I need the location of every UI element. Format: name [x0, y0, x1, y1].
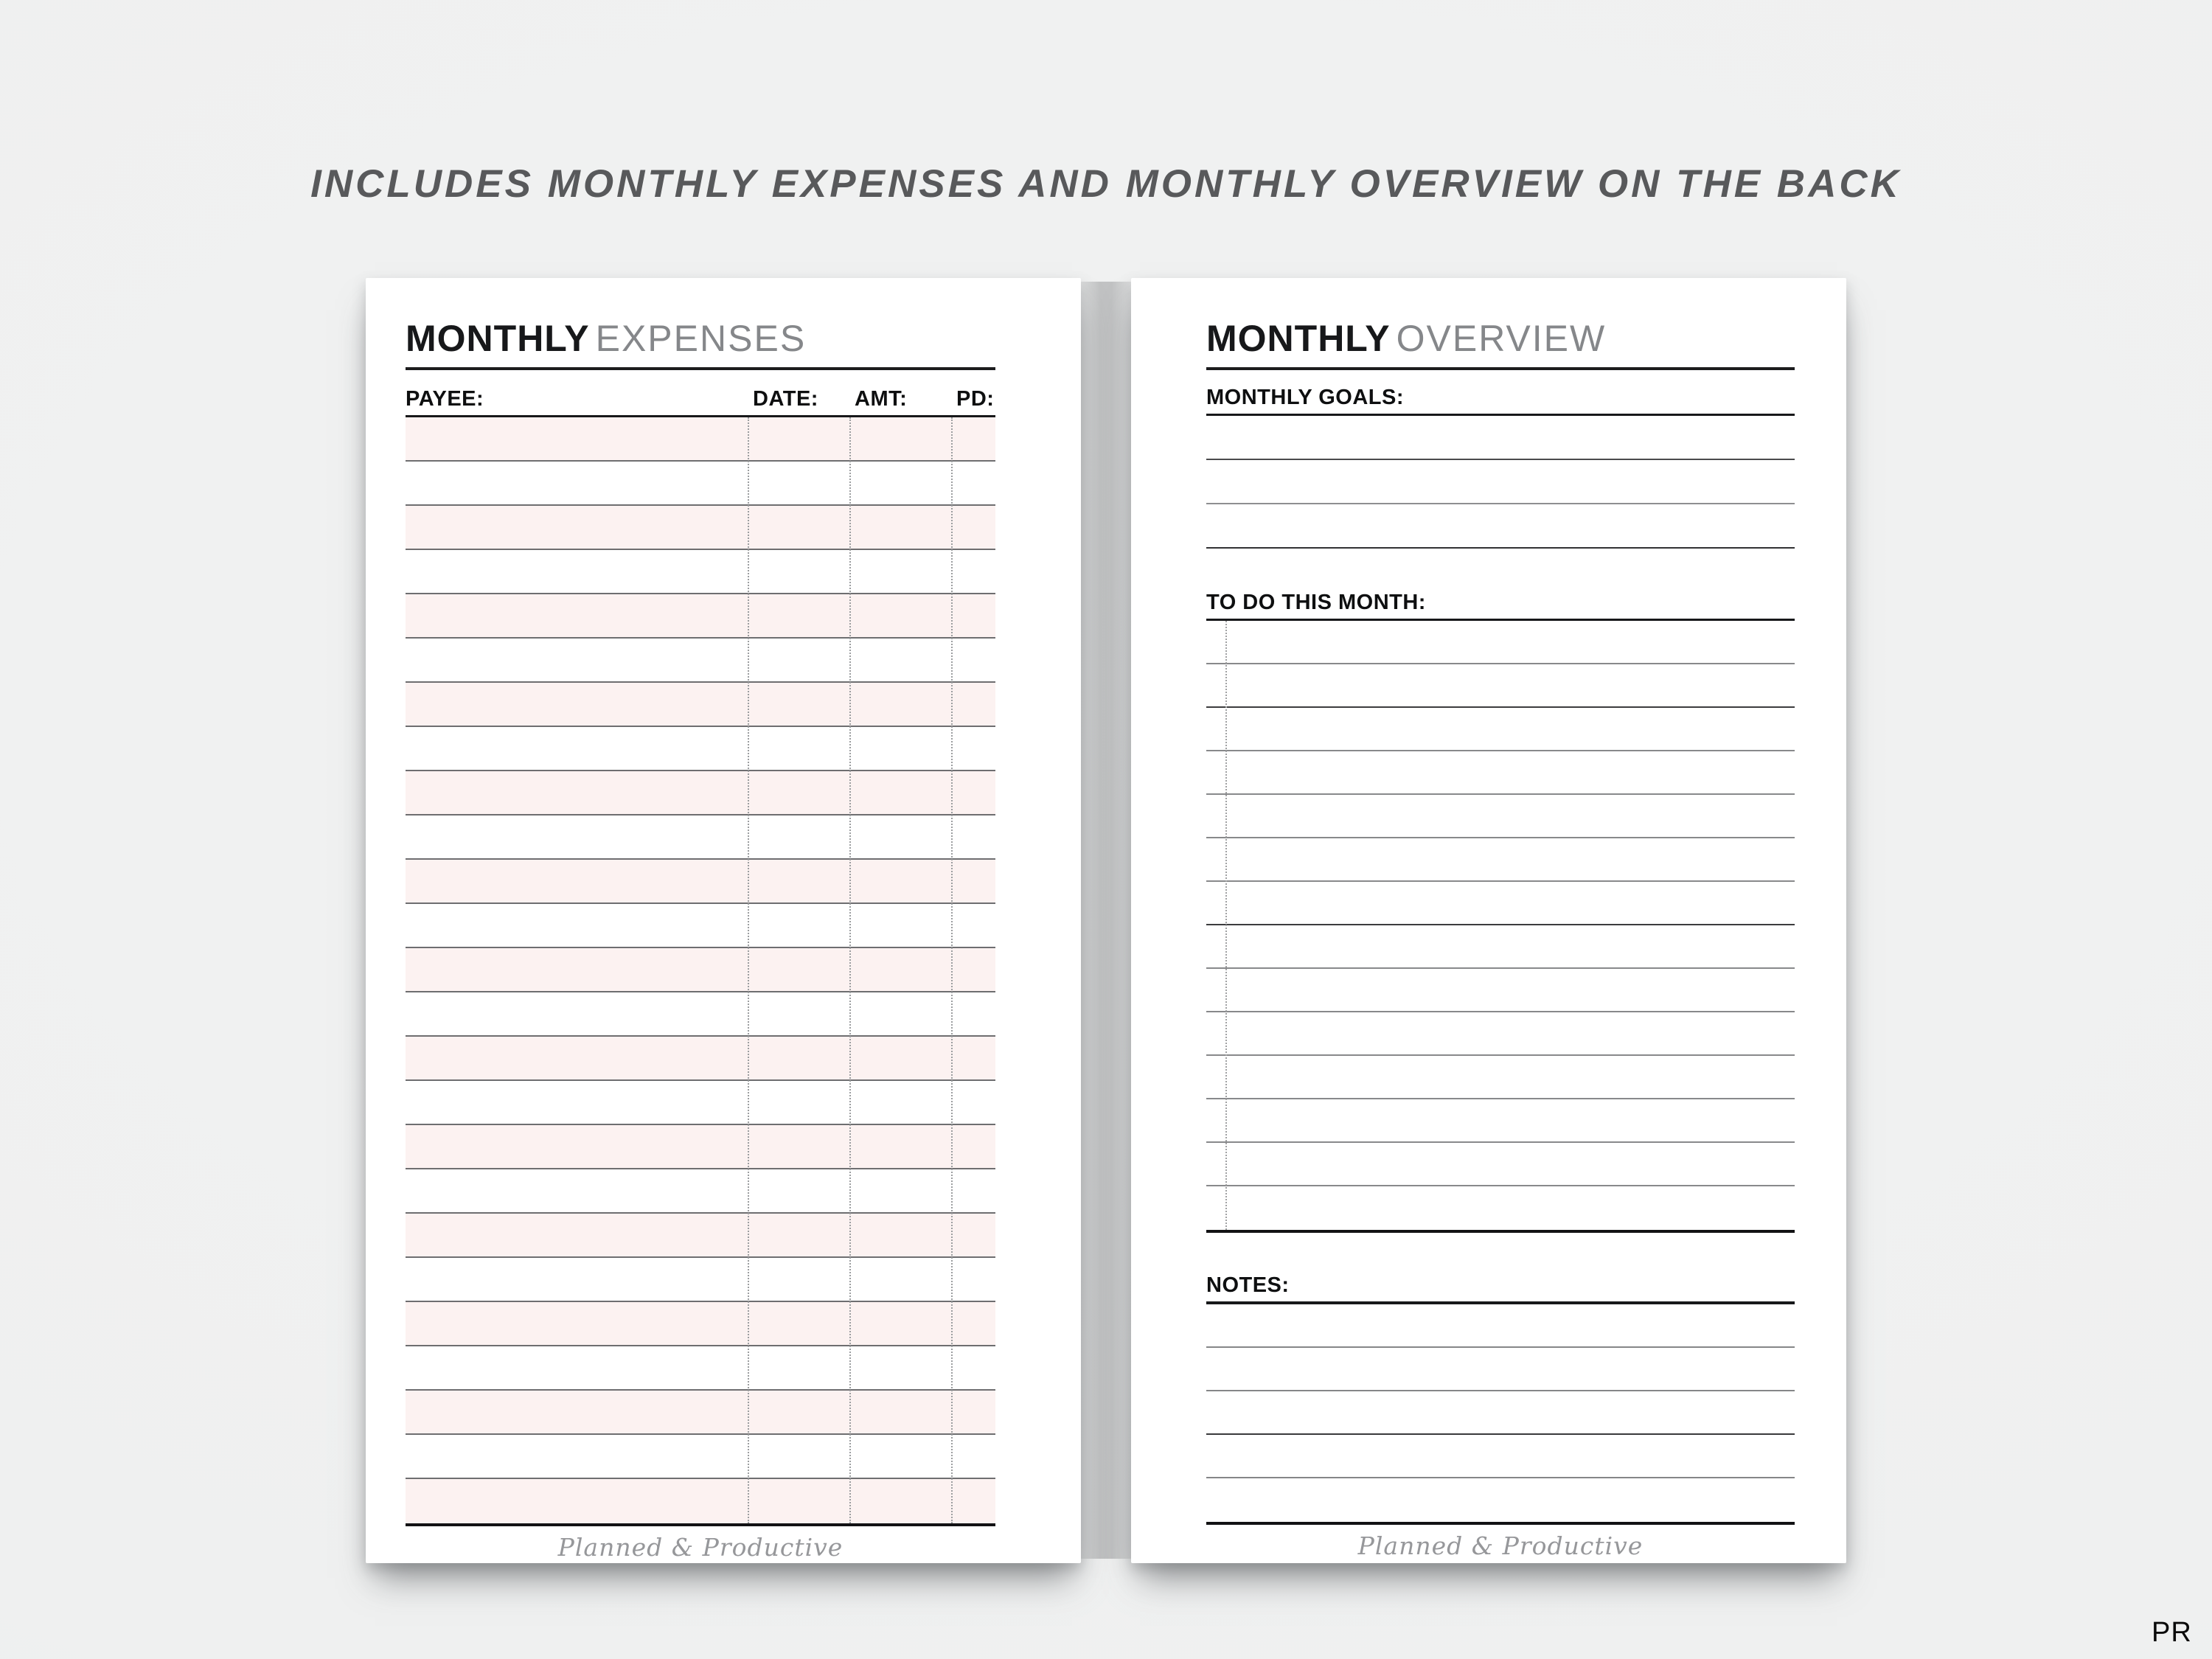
expense-row: [406, 417, 995, 462]
expense-row: [406, 1435, 995, 1479]
overview-title-primary: MONTHLY: [1206, 318, 1391, 359]
expense-row: [406, 1081, 995, 1125]
expense-row: [406, 462, 995, 506]
expenses-table: [406, 417, 995, 1526]
expense-row: [406, 550, 995, 594]
column-divider-date: [748, 417, 749, 1523]
goal-writing-line: [1206, 416, 1795, 460]
todo-writing-line: [1206, 1186, 1795, 1230]
todo-writing-line: [1206, 882, 1795, 925]
expense-row: [406, 506, 995, 550]
expense-row: [406, 860, 995, 904]
column-divider-pd: [951, 417, 953, 1523]
todo-writing-line: [1206, 664, 1795, 708]
expense-row: [406, 683, 995, 727]
notes-writing-line: [1206, 1435, 1795, 1478]
todo-writing-line: [1206, 795, 1795, 838]
monthly-goals-lines: [1206, 416, 1795, 549]
todo-label: TO DO THIS MONTH:: [1206, 591, 1426, 614]
expense-row: [406, 1479, 995, 1523]
notes-header: [1206, 1233, 1795, 1304]
expenses-column-header: [406, 370, 995, 417]
todo-writing-line: [1206, 925, 1795, 969]
brand-signature: Planned & Productive: [1357, 1531, 1644, 1560]
expenses-page-content: [406, 278, 995, 1562]
todo-writing-line: [1206, 751, 1795, 795]
banner-text: INCLUDES MONTHLY EXPENSES AND MONTHLY OVERVIEW ON THE BACK: [310, 162, 1902, 206]
todo-checkbox-divider: [1225, 621, 1227, 1230]
notes-writing-line: [1206, 1348, 1795, 1391]
overview-page-title: [1206, 316, 1795, 370]
column-label-pd: PD:: [956, 387, 995, 411]
goal-writing-line: [1206, 460, 1795, 504]
column-label-date: DATE:: [753, 387, 818, 411]
expense-row: [406, 815, 995, 860]
todo-writing-line: [1206, 838, 1795, 882]
todo-writing-line: [1206, 1056, 1795, 1099]
expense-row: [406, 1037, 995, 1081]
expense-row: [406, 594, 995, 639]
notes-writing-line: [1206, 1304, 1795, 1348]
notes-lines: [1206, 1304, 1795, 1525]
expense-row: [406, 1125, 995, 1169]
column-label-amt: AMT:: [855, 387, 908, 411]
notes-writing-line: [1206, 1391, 1795, 1435]
overview-page: [1131, 278, 1846, 1563]
expense-row: [406, 1169, 995, 1214]
column-divider-amt: [849, 417, 851, 1523]
goal-writing-line: [1206, 504, 1795, 549]
expense-row: [406, 1391, 995, 1435]
notes-label: NOTES:: [1206, 1273, 1290, 1297]
overview-page-content: [1206, 278, 1795, 1560]
monthly-goals-header: [1206, 370, 1795, 416]
expense-row: [406, 771, 995, 815]
expense-row: [406, 948, 995, 992]
todo-writing-line: [1206, 969, 1795, 1012]
todo-writing-line: [1206, 1143, 1795, 1186]
expense-row: [406, 904, 995, 948]
expense-row: [406, 1302, 995, 1346]
brand-signature: Planned & Productive: [557, 1533, 844, 1562]
expense-row: [406, 992, 995, 1037]
corner-text: PR: [2152, 1617, 2192, 1648]
todo-lines: [1206, 621, 1795, 1233]
column-label-payee: PAYEE:: [406, 387, 484, 411]
expense-row: [406, 1214, 995, 1258]
expense-row: [406, 639, 995, 683]
todo-header: [1206, 549, 1795, 621]
expense-row: [406, 727, 995, 771]
notes-writing-line: [1206, 1478, 1795, 1522]
expenses-title-secondary: EXPENSES: [595, 318, 807, 359]
expense-row: [406, 1346, 995, 1391]
overview-title-secondary: OVERVIEW: [1396, 318, 1607, 359]
expenses-title-primary: MONTHLY: [406, 318, 590, 359]
expenses-page-title: [406, 316, 995, 370]
todo-writing-line: [1206, 708, 1795, 751]
expense-row: [406, 1258, 995, 1302]
todo-writing-line: [1206, 1012, 1795, 1056]
expenses-page: [366, 278, 1081, 1563]
todo-writing-line: [1206, 1099, 1795, 1143]
monthly-goals-label: MONTHLY GOALS:: [1206, 386, 1405, 409]
todo-writing-line: [1206, 621, 1795, 664]
